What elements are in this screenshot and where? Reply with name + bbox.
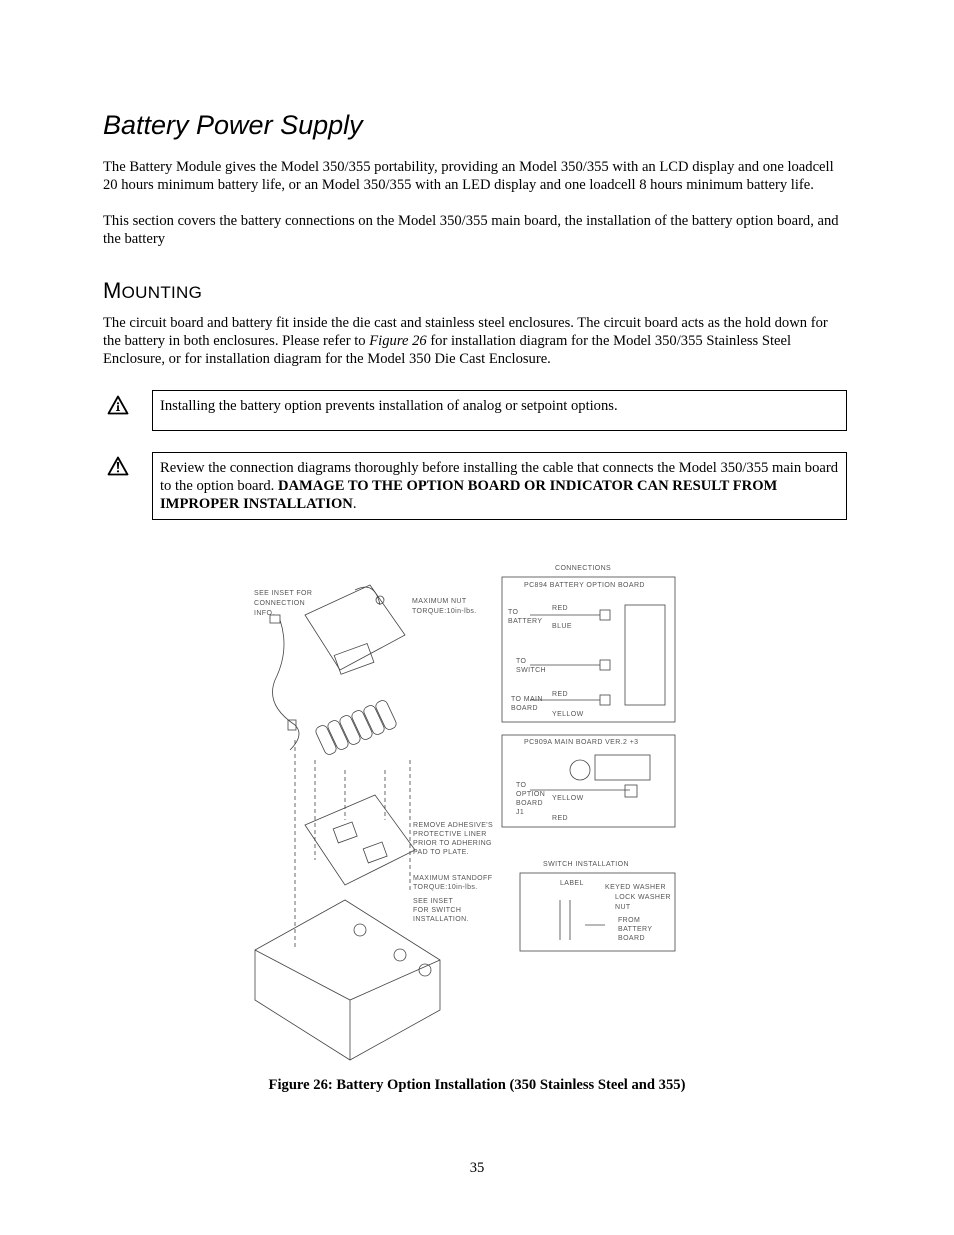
option-board-top-drawing [305, 585, 405, 670]
fig-label-option: OPTION [516, 791, 546, 798]
mounting-paragraph [103, 314, 848, 368]
fig-label-red-1: RED [552, 605, 568, 612]
fig-label-switch-installation: SWITCH INSTALLATION [543, 861, 629, 868]
fig-label-to-3: TO [516, 782, 527, 789]
mounting-text-before: The circuit board and battery fit inside the die cast and stainless steel enclosures. The circuit board acts as the hold down for the battery in both enclosures. Please refer to [103, 315, 828, 349]
fig-label-see-inset: SEE INSET FOR [254, 590, 313, 597]
fig-label-remove-1: REMOVE ADHESIVE'S [413, 822, 494, 829]
mounting-heading-rest: OUNTING [121, 283, 203, 302]
note-box-battery-option [152, 390, 847, 431]
note-text-2-bold: DAMAGE TO THE OPTION BOARD OR INDICATOR CAN RESULT FROM IMPROPER INSTALLATION [160, 478, 778, 512]
fig-label-blue: BLUE [552, 623, 572, 630]
fig-label-from: FROM [618, 917, 641, 924]
fig-label-see-inset-2: SEE INSET [413, 898, 454, 905]
fig-label-for-switch: FOR SWITCH [413, 907, 462, 914]
fig-label-torque-standoff: TORQUE:10in-lbs. [413, 884, 478, 891]
fig-label-to-1: TO [508, 609, 519, 616]
note-box-connection-warning [152, 452, 847, 520]
info-caution-icon [107, 395, 129, 415]
fig-label-yellow-2: YELLOW [552, 795, 584, 802]
figure-caption: Figure 26: Battery Option Installation (350 Stainless Steel and 355) [268, 1077, 686, 1093]
fig-label-connection: CONNECTION [254, 600, 306, 607]
fig-label-battery: BATTERY [508, 618, 543, 625]
warning-icon [107, 456, 129, 476]
figure-reference-link[interactable]: Figure 26 [369, 333, 427, 349]
cable-drawing [273, 620, 300, 750]
fig-label-battery-board-1: BATTERY [618, 926, 653, 933]
fig-label-j1: J1 [516, 809, 525, 816]
mounting-heading-initial: M [103, 278, 122, 303]
fig-label-pc894: PC894 BATTERY OPTION BOARD [524, 582, 645, 589]
fig-label-max-standoff: MAXIMUM STANDOFF [413, 875, 493, 882]
fig-label-board-2: BOARD [516, 800, 543, 807]
battery-pack-drawing [314, 699, 398, 756]
fig-label-remove-3: PRIOR TO ADHERING [413, 840, 492, 847]
fig-label-connections: CONNECTIONS [555, 565, 612, 572]
intro-paragraph-2: This section covers the battery connections on the Model 350/355 main board, the installation of the battery option board, and the battery [103, 213, 839, 247]
fig-label-label: LABEL [560, 880, 584, 887]
page-number: 35 [469, 1160, 485, 1176]
mounting-text-after: for installation diagram for the Model 350/355 Stainless Steel Enclosure, or for installation diagram for the Model 350 Die Cast Enclosure. [103, 333, 792, 367]
fig-label-torque-nut: TORQUE:10in-lbs. [412, 608, 477, 615]
fig-label-pc909a: PC909A MAIN BOARD VER.2 +3 [524, 739, 639, 746]
fig-label-remove-4: PAD TO PLATE. [413, 849, 470, 856]
fig-label-to-main: TO MAIN [511, 696, 543, 703]
mounting-plate-drawing [305, 795, 415, 885]
page-title: Battery Power Supply [103, 110, 363, 140]
fig-label-remove-2: PROTECTIVE LINER [413, 831, 487, 838]
fig-label-yellow-1: YELLOW [552, 711, 584, 718]
fig-label-installation: INSTALLATION. [413, 916, 469, 923]
fig-label-red-3: RED [552, 815, 568, 822]
note-text-1: Installing the battery option prevents installation of analog or setpoint options. [160, 398, 618, 414]
note-text-2: Review the connection diagrams thoroughly before installing the cable that connects the Model 350/355 main board to the option board. [160, 460, 839, 494]
mounting-heading [103, 278, 202, 304]
fig-label-keyed-washer: KEYED WASHER [605, 884, 666, 891]
fig-label-lock-washer: LOCK WASHER [615, 894, 671, 901]
fig-label-info: INFO. [254, 610, 275, 617]
fig-label-battery-board-2: BOARD [618, 935, 645, 942]
fig-label-nut: NUT [615, 904, 631, 911]
fig-label-board-1: BOARD [511, 705, 538, 712]
main-board-panel [502, 735, 675, 827]
note-text-2-end: . [352, 496, 357, 512]
fig-label-to-2: TO [516, 658, 527, 665]
enclosure-drawing [255, 900, 440, 1060]
intro-paragraph-1: The Battery Module gives the Model 350/355 portability, providing an Model 350/355 with an LCD display and one loadcell 20 hours minimum battery life, or an Model 350/355 with an LED display and one loadcell 8 hours minimum battery life. [103, 159, 834, 193]
fig-label-switch: SWITCH [516, 667, 547, 674]
fig-label-red-2: RED [552, 691, 568, 698]
fig-label-max-nut: MAXIMUM NUT [412, 598, 467, 605]
battery-installation-figure [250, 560, 680, 1065]
